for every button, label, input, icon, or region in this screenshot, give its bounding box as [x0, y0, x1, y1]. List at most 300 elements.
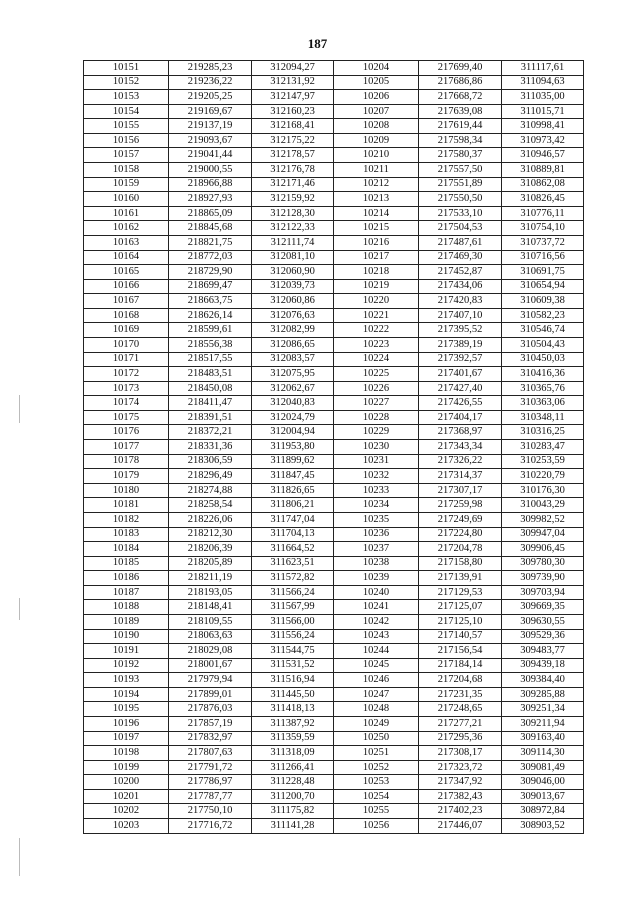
point-number-cell: 10254: [334, 789, 419, 804]
x-coordinate-cell: 217639,08: [419, 104, 502, 119]
point-number-cell: 10201: [84, 789, 169, 804]
scan-margin-mark: [19, 395, 20, 423]
point-number-cell: 10152: [84, 75, 169, 90]
y-coordinate-cell: 309046,00: [502, 775, 584, 790]
x-coordinate-cell: 218450,08: [169, 381, 252, 396]
table-row: [84, 454, 584, 469]
y-coordinate-cell: 310316,25: [502, 425, 584, 440]
table-row: [84, 425, 584, 440]
point-number-cell: 10186: [84, 571, 169, 586]
table-row: [84, 235, 584, 250]
y-coordinate-cell: 308903,52: [502, 819, 584, 834]
x-coordinate-cell: 217307,17: [419, 483, 502, 498]
point-number-cell: 10240: [334, 585, 419, 600]
x-coordinate-cell: 217533,10: [419, 206, 502, 221]
y-coordinate-cell: 312062,67: [252, 381, 334, 396]
x-coordinate-cell: 219285,23: [169, 61, 252, 76]
y-coordinate-cell: 311141,28: [252, 819, 334, 834]
y-coordinate-cell: 311175,82: [252, 804, 334, 819]
point-number-cell: 10215: [334, 221, 419, 236]
point-number-cell: 10220: [334, 294, 419, 309]
y-coordinate-cell: 312039,73: [252, 279, 334, 294]
y-coordinate-cell: 312082,99: [252, 323, 334, 338]
x-coordinate-cell: 217295,36: [419, 731, 502, 746]
y-coordinate-cell: 309669,35: [502, 600, 584, 615]
x-coordinate-cell: 217668,72: [419, 90, 502, 105]
y-coordinate-cell: 310754,10: [502, 221, 584, 236]
y-coordinate-cell: 308972,84: [502, 804, 584, 819]
y-coordinate-cell: 312083,57: [252, 352, 334, 367]
point-number-cell: 10210: [334, 148, 419, 163]
x-coordinate-cell: 217857,19: [169, 717, 252, 732]
point-number-cell: 10153: [84, 90, 169, 105]
x-coordinate-cell: 217551,89: [419, 177, 502, 192]
y-coordinate-cell: 312094,27: [252, 61, 334, 76]
x-coordinate-cell: 217259,98: [419, 498, 502, 513]
x-coordinate-cell: 218599,61: [169, 323, 252, 338]
point-number-cell: 10166: [84, 279, 169, 294]
x-coordinate-cell: 218001,67: [169, 658, 252, 673]
x-coordinate-cell: 217401,67: [419, 367, 502, 382]
table-row: [84, 396, 584, 411]
point-number-cell: 10154: [84, 104, 169, 119]
y-coordinate-cell: 311117,61: [502, 61, 584, 76]
point-number-cell: 10180: [84, 483, 169, 498]
y-coordinate-cell: 310365,76: [502, 381, 584, 396]
y-coordinate-cell: 312176,78: [252, 163, 334, 178]
x-coordinate-cell: 219137,19: [169, 119, 252, 134]
y-coordinate-cell: 309947,04: [502, 527, 584, 542]
x-coordinate-cell: 217382,43: [419, 789, 502, 804]
point-number-cell: 10251: [334, 746, 419, 761]
point-number-cell: 10248: [334, 702, 419, 717]
x-coordinate-cell: 217314,37: [419, 469, 502, 484]
x-coordinate-cell: 217389,19: [419, 337, 502, 352]
point-number-cell: 10230: [334, 440, 419, 455]
point-number-cell: 10217: [334, 250, 419, 265]
point-number-cell: 10227: [334, 396, 419, 411]
table-row: [84, 192, 584, 207]
table-row: [84, 352, 584, 367]
y-coordinate-cell: 311387,92: [252, 717, 334, 732]
x-coordinate-cell: 218483,51: [169, 367, 252, 382]
y-coordinate-cell: 309630,55: [502, 614, 584, 629]
point-number-cell: 10177: [84, 440, 169, 455]
x-coordinate-cell: 217125,07: [419, 600, 502, 615]
point-number-cell: 10168: [84, 308, 169, 323]
x-coordinate-cell: 219000,55: [169, 163, 252, 178]
x-coordinate-cell: 218556,38: [169, 337, 252, 352]
x-coordinate-cell: 217598,34: [419, 133, 502, 148]
y-coordinate-cell: 310946,57: [502, 148, 584, 163]
point-number-cell: 10222: [334, 323, 419, 338]
table-row: [84, 133, 584, 148]
y-coordinate-cell: 310609,38: [502, 294, 584, 309]
y-coordinate-cell: 310504,43: [502, 337, 584, 352]
x-coordinate-cell: 217469,30: [419, 250, 502, 265]
table-row: [84, 308, 584, 323]
y-coordinate-cell: 310582,23: [502, 308, 584, 323]
x-coordinate-cell: 217323,72: [419, 760, 502, 775]
y-coordinate-cell: 312111,74: [252, 235, 334, 250]
table-row: [84, 644, 584, 659]
point-number-cell: 10164: [84, 250, 169, 265]
y-coordinate-cell: 310348,11: [502, 410, 584, 425]
x-coordinate-cell: 217407,10: [419, 308, 502, 323]
point-number-cell: 10175: [84, 410, 169, 425]
y-coordinate-cell: 309163,40: [502, 731, 584, 746]
x-coordinate-cell: 218206,39: [169, 542, 252, 557]
point-number-cell: 10156: [84, 133, 169, 148]
table-row: [84, 440, 584, 455]
y-coordinate-cell: 311664,52: [252, 542, 334, 557]
x-coordinate-cell: 218517,55: [169, 352, 252, 367]
y-coordinate-cell: 309906,45: [502, 542, 584, 557]
y-coordinate-cell: 311623,51: [252, 556, 334, 571]
x-coordinate-cell: 217446,07: [419, 819, 502, 834]
y-coordinate-cell: 312160,23: [252, 104, 334, 119]
y-coordinate-cell: 312171,46: [252, 177, 334, 192]
y-coordinate-cell: 310716,56: [502, 250, 584, 265]
y-coordinate-cell: 311418,13: [252, 702, 334, 717]
y-coordinate-cell: 312060,86: [252, 294, 334, 309]
table-row: [84, 323, 584, 338]
point-number-cell: 10225: [334, 367, 419, 382]
point-number-cell: 10183: [84, 527, 169, 542]
y-coordinate-cell: 311359,59: [252, 731, 334, 746]
x-coordinate-cell: 217224,80: [419, 527, 502, 542]
x-coordinate-cell: 217277,21: [419, 717, 502, 732]
table-row: [84, 410, 584, 425]
x-coordinate-cell: 217156,54: [419, 644, 502, 659]
point-number-cell: 10234: [334, 498, 419, 513]
x-coordinate-cell: 217139,91: [419, 571, 502, 586]
y-coordinate-cell: 311826,65: [252, 483, 334, 498]
point-number-cell: 10190: [84, 629, 169, 644]
table-row: [84, 498, 584, 513]
point-number-cell: 10163: [84, 235, 169, 250]
y-coordinate-cell: 311806,21: [252, 498, 334, 513]
x-coordinate-cell: 217184,14: [419, 658, 502, 673]
y-coordinate-cell: 312076,63: [252, 308, 334, 323]
point-number-cell: 10203: [84, 819, 169, 834]
table-row: [84, 731, 584, 746]
point-number-cell: 10223: [334, 337, 419, 352]
x-coordinate-cell: 218258,54: [169, 498, 252, 513]
coordinates-table: [83, 60, 584, 834]
point-number-cell: 10252: [334, 760, 419, 775]
x-coordinate-cell: 217426,55: [419, 396, 502, 411]
point-number-cell: 10206: [334, 90, 419, 105]
y-coordinate-cell: 312122,33: [252, 221, 334, 236]
x-coordinate-cell: 217404,17: [419, 410, 502, 425]
table-row: [84, 746, 584, 761]
y-coordinate-cell: 310973,42: [502, 133, 584, 148]
y-coordinate-cell: 312075,95: [252, 367, 334, 382]
x-coordinate-cell: 218927,93: [169, 192, 252, 207]
y-coordinate-cell: 311567,99: [252, 600, 334, 615]
y-coordinate-cell: 310826,45: [502, 192, 584, 207]
y-coordinate-cell: 311747,04: [252, 512, 334, 527]
y-coordinate-cell: 309703,94: [502, 585, 584, 600]
x-coordinate-cell: 217899,01: [169, 687, 252, 702]
point-number-cell: 10211: [334, 163, 419, 178]
y-coordinate-cell: 310862,08: [502, 177, 584, 192]
x-coordinate-cell: 217125,10: [419, 614, 502, 629]
point-number-cell: 10160: [84, 192, 169, 207]
point-number-cell: 10212: [334, 177, 419, 192]
x-coordinate-cell: 217716,72: [169, 819, 252, 834]
y-coordinate-cell: 310363,06: [502, 396, 584, 411]
y-coordinate-cell: 311544,75: [252, 644, 334, 659]
point-number-cell: 10194: [84, 687, 169, 702]
point-number-cell: 10197: [84, 731, 169, 746]
x-coordinate-cell: 217420,83: [419, 294, 502, 309]
table-row: [84, 104, 584, 119]
x-coordinate-cell: 217427,40: [419, 381, 502, 396]
y-coordinate-cell: 312004,94: [252, 425, 334, 440]
table-row: [84, 585, 584, 600]
x-coordinate-cell: 219041,44: [169, 148, 252, 163]
point-number-cell: 10165: [84, 265, 169, 280]
y-coordinate-cell: 311318,09: [252, 746, 334, 761]
point-number-cell: 10246: [334, 673, 419, 688]
table-row: [84, 760, 584, 775]
point-number-cell: 10256: [334, 819, 419, 834]
table-row: [84, 629, 584, 644]
point-number-cell: 10157: [84, 148, 169, 163]
y-coordinate-cell: 310416,36: [502, 367, 584, 382]
x-coordinate-cell: 217308,17: [419, 746, 502, 761]
point-number-cell: 10178: [84, 454, 169, 469]
x-coordinate-cell: 218411,47: [169, 396, 252, 411]
y-coordinate-cell: 311899,62: [252, 454, 334, 469]
table-row: [84, 702, 584, 717]
y-coordinate-cell: 309211,94: [502, 717, 584, 732]
x-coordinate-cell: 218274,88: [169, 483, 252, 498]
scan-margin-mark: [19, 838, 20, 876]
scan-margin-mark: [19, 598, 20, 620]
y-coordinate-cell: 311704,13: [252, 527, 334, 542]
point-number-cell: 10196: [84, 717, 169, 732]
x-coordinate-cell: 218063,63: [169, 629, 252, 644]
point-number-cell: 10226: [334, 381, 419, 396]
table-row: [84, 571, 584, 586]
point-number-cell: 10167: [84, 294, 169, 309]
y-coordinate-cell: 311015,71: [502, 104, 584, 119]
point-number-cell: 10185: [84, 556, 169, 571]
point-number-cell: 10200: [84, 775, 169, 790]
x-coordinate-cell: 217452,87: [419, 265, 502, 280]
point-number-cell: 10188: [84, 600, 169, 615]
point-number-cell: 10162: [84, 221, 169, 236]
point-number-cell: 10228: [334, 410, 419, 425]
point-number-cell: 10192: [84, 658, 169, 673]
point-number-cell: 10218: [334, 265, 419, 280]
y-coordinate-cell: 309081,49: [502, 760, 584, 775]
table-row: [84, 600, 584, 615]
point-number-cell: 10249: [334, 717, 419, 732]
y-coordinate-cell: 309013,67: [502, 789, 584, 804]
y-coordinate-cell: 310889,81: [502, 163, 584, 178]
point-number-cell: 10253: [334, 775, 419, 790]
point-number-cell: 10237: [334, 542, 419, 557]
point-number-cell: 10242: [334, 614, 419, 629]
point-number-cell: 10216: [334, 235, 419, 250]
y-coordinate-cell: 312128,30: [252, 206, 334, 221]
y-coordinate-cell: 311228,48: [252, 775, 334, 790]
point-number-cell: 10233: [334, 483, 419, 498]
coordinates-table-body: [84, 61, 584, 834]
point-number-cell: 10255: [334, 804, 419, 819]
y-coordinate-cell: 310998,41: [502, 119, 584, 134]
x-coordinate-cell: 217343,34: [419, 440, 502, 455]
point-number-cell: 10247: [334, 687, 419, 702]
table-row: [84, 163, 584, 178]
y-coordinate-cell: 310546,74: [502, 323, 584, 338]
x-coordinate-cell: 218663,75: [169, 294, 252, 309]
x-coordinate-cell: 217326,22: [419, 454, 502, 469]
y-coordinate-cell: 309982,52: [502, 512, 584, 527]
table-row: [84, 789, 584, 804]
point-number-cell: 10207: [334, 104, 419, 119]
point-number-cell: 10213: [334, 192, 419, 207]
table-row: [84, 469, 584, 484]
x-coordinate-cell: 217140,57: [419, 629, 502, 644]
x-coordinate-cell: 217249,69: [419, 512, 502, 527]
x-coordinate-cell: 218865,09: [169, 206, 252, 221]
table-row: [84, 75, 584, 90]
table-row: [84, 483, 584, 498]
x-coordinate-cell: 218296,49: [169, 469, 252, 484]
point-number-cell: 10155: [84, 119, 169, 134]
point-number-cell: 10170: [84, 337, 169, 352]
point-number-cell: 10209: [334, 133, 419, 148]
y-coordinate-cell: 312178,57: [252, 148, 334, 163]
point-number-cell: 10202: [84, 804, 169, 819]
y-coordinate-cell: 311566,24: [252, 585, 334, 600]
table-row: [84, 119, 584, 134]
point-number-cell: 10189: [84, 614, 169, 629]
x-coordinate-cell: 217402,23: [419, 804, 502, 819]
point-number-cell: 10191: [84, 644, 169, 659]
point-number-cell: 10231: [334, 454, 419, 469]
x-coordinate-cell: 218845,68: [169, 221, 252, 236]
y-coordinate-cell: 310691,75: [502, 265, 584, 280]
point-number-cell: 10187: [84, 585, 169, 600]
table-row: [84, 337, 584, 352]
point-number-cell: 10224: [334, 352, 419, 367]
table-row: [84, 775, 584, 790]
x-coordinate-cell: 217786,97: [169, 775, 252, 790]
point-number-cell: 10245: [334, 658, 419, 673]
table-row: [84, 177, 584, 192]
x-coordinate-cell: 217231,35: [419, 687, 502, 702]
y-coordinate-cell: 309251,34: [502, 702, 584, 717]
point-number-cell: 10198: [84, 746, 169, 761]
x-coordinate-cell: 218966,88: [169, 177, 252, 192]
table-row: [84, 542, 584, 557]
x-coordinate-cell: 217750,10: [169, 804, 252, 819]
point-number-cell: 10205: [334, 75, 419, 90]
point-number-cell: 10199: [84, 760, 169, 775]
x-coordinate-cell: 218193,05: [169, 585, 252, 600]
y-coordinate-cell: 311445,50: [252, 687, 334, 702]
x-coordinate-cell: 217580,37: [419, 148, 502, 163]
y-coordinate-cell: 312086,65: [252, 337, 334, 352]
y-coordinate-cell: 312081,10: [252, 250, 334, 265]
x-coordinate-cell: 218148,41: [169, 600, 252, 615]
y-coordinate-cell: 311572,82: [252, 571, 334, 586]
y-coordinate-cell: 309114,30: [502, 746, 584, 761]
y-coordinate-cell: 309384,40: [502, 673, 584, 688]
y-coordinate-cell: 312040,83: [252, 396, 334, 411]
x-coordinate-cell: 218391,51: [169, 410, 252, 425]
point-number-cell: 10239: [334, 571, 419, 586]
x-coordinate-cell: 218772,03: [169, 250, 252, 265]
page-number: 187: [307, 36, 328, 51]
x-coordinate-cell: 218331,36: [169, 440, 252, 455]
point-number-cell: 10172: [84, 367, 169, 382]
x-coordinate-cell: 218226,06: [169, 512, 252, 527]
y-coordinate-cell: 311556,24: [252, 629, 334, 644]
table-row: [84, 717, 584, 732]
table-row: [84, 658, 584, 673]
point-number-cell: 10208: [334, 119, 419, 134]
x-coordinate-cell: 217787,77: [169, 789, 252, 804]
point-number-cell: 10174: [84, 396, 169, 411]
y-coordinate-cell: 309439,18: [502, 658, 584, 673]
point-number-cell: 10158: [84, 163, 169, 178]
x-coordinate-cell: 217807,63: [169, 746, 252, 761]
y-coordinate-cell: 310737,72: [502, 235, 584, 250]
x-coordinate-cell: 217347,92: [419, 775, 502, 790]
y-coordinate-cell: 312168,41: [252, 119, 334, 134]
table-row: [84, 90, 584, 105]
x-coordinate-cell: 217129,53: [419, 585, 502, 600]
x-coordinate-cell: 218029,08: [169, 644, 252, 659]
table-row: [84, 250, 584, 265]
point-number-cell: 10193: [84, 673, 169, 688]
x-coordinate-cell: 218211,19: [169, 571, 252, 586]
y-coordinate-cell: 310176,30: [502, 483, 584, 498]
y-coordinate-cell: 311035,00: [502, 90, 584, 105]
y-coordinate-cell: 312131,92: [252, 75, 334, 90]
point-number-cell: 10235: [334, 512, 419, 527]
table-row: [84, 556, 584, 571]
y-coordinate-cell: 310253,59: [502, 454, 584, 469]
y-coordinate-cell: 310776,11: [502, 206, 584, 221]
point-number-cell: 10159: [84, 177, 169, 192]
y-coordinate-cell: 309529,36: [502, 629, 584, 644]
x-coordinate-cell: 218109,55: [169, 614, 252, 629]
x-coordinate-cell: 217487,61: [419, 235, 502, 250]
x-coordinate-cell: 218626,14: [169, 308, 252, 323]
y-coordinate-cell: 310450,03: [502, 352, 584, 367]
x-coordinate-cell: 217550,50: [419, 192, 502, 207]
y-coordinate-cell: 311847,45: [252, 469, 334, 484]
x-coordinate-cell: 219093,67: [169, 133, 252, 148]
x-coordinate-cell: 218205,89: [169, 556, 252, 571]
y-coordinate-cell: 312175,22: [252, 133, 334, 148]
point-number-cell: 10219: [334, 279, 419, 294]
table-row: [84, 819, 584, 834]
x-coordinate-cell: 217204,68: [419, 673, 502, 688]
point-number-cell: 10229: [334, 425, 419, 440]
x-coordinate-cell: 218372,21: [169, 425, 252, 440]
y-coordinate-cell: 309739,90: [502, 571, 584, 586]
point-number-cell: 10173: [84, 381, 169, 396]
